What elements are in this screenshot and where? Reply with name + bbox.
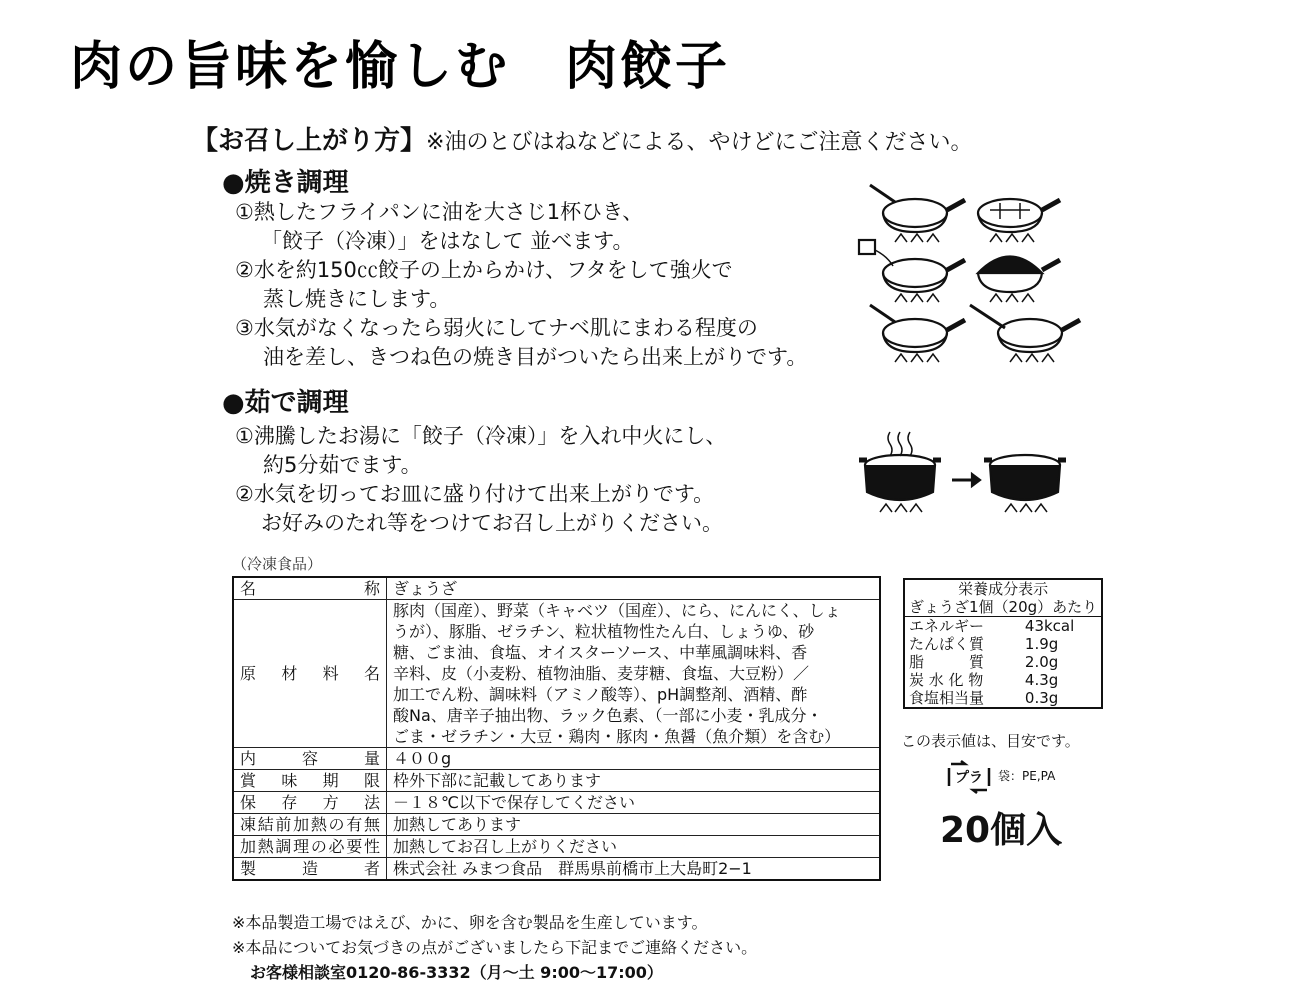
nutrition-row	[904, 653, 1102, 671]
table-row	[233, 814, 880, 836]
nutrition-value: 4.3g	[1024, 671, 1059, 689]
steam-icon	[888, 432, 912, 456]
nutrition-row	[904, 617, 1102, 636]
ingredients-line: 加工でん粉、調味料（アミノ酸等）、pH調整剤、酒精、酢	[393, 685, 808, 704]
grill-step-1	[235, 198, 643, 256]
allergen-note: ※本品製造工場ではえび、かに、卵を含む製品を生産しています。	[232, 913, 708, 932]
grill-heading: ●焼き調理	[222, 168, 349, 198]
ingredients-line: ごま・ゼラチン・大豆・鶏肉・豚肉・魚醤（魚介類）を含む）	[393, 727, 841, 746]
nutrition-table	[903, 578, 1103, 709]
nutrition-value: 43kcal	[1024, 617, 1075, 635]
package-material: 袋：PE,PA	[998, 769, 1056, 783]
boil-step-1	[235, 422, 726, 480]
contact-note: ※本品についてお気づきの点がございましたら下記までご連絡ください。	[232, 938, 758, 957]
boil-step-1-line-2: 約5分茹でます。	[263, 453, 422, 477]
ingredients-line: うが）、豚脂、ゼラチン、粒状植物性たん白、しょうゆ、砂	[393, 622, 815, 641]
content-value: ４００g	[387, 748, 881, 770]
piece-count: 20個入	[940, 810, 1063, 851]
grill-step-1-line-1: ①熱したフライパンに油を大さじ1杯ひき、	[235, 200, 644, 224]
storage-header: 保 存 方 法	[233, 792, 387, 814]
nutrition-label: 炭 水 化 物	[909, 671, 984, 689]
howto-caution: ※油のとびはねなどによる、やけどにご注意ください。	[426, 130, 973, 155]
boil-illustration	[855, 430, 1075, 520]
pan-2	[978, 199, 1042, 227]
boil-step-2	[235, 480, 723, 538]
grill-step-2-line-2: 蒸し焼きにします。	[263, 287, 451, 311]
nutrition-value: 0.3g	[1024, 689, 1059, 707]
ingredients-line: 酸Na、唐辛子抽出物、ラック色素、（一部に小麦・乳成分・	[393, 706, 823, 725]
preheat-header: 凍結前加熱の有無	[233, 814, 387, 836]
pan-lid	[978, 257, 1042, 274]
grill-step-2	[235, 256, 733, 314]
name-header: 名 称	[233, 577, 387, 600]
nutrition-row	[904, 635, 1102, 653]
page-title: 肉の旨味を愉しむ 肉餃子	[70, 37, 731, 97]
water-cup	[859, 240, 875, 254]
grill-illustration	[855, 180, 1085, 370]
grill-step-1-line-2: 「餃子（冷凍）」をはなして 並べます。	[261, 229, 634, 253]
nutrition-label: 脂 質	[909, 653, 985, 671]
table-row	[233, 770, 880, 792]
table-row	[233, 858, 880, 881]
name-value: ぎょうざ	[387, 577, 881, 600]
nutrition-label: エネルギー	[909, 617, 985, 635]
nutrition-value: 1.9g	[1024, 635, 1059, 653]
table-row	[233, 748, 880, 770]
content-header: 内 容 量	[233, 748, 387, 770]
table-row	[233, 792, 880, 814]
boil-step-1-line-1: ①沸騰したお湯に「餃子（冷凍）」を入れ中火にし、	[235, 424, 727, 448]
cook-value: 加熱してお召し上がりください	[387, 836, 881, 858]
ingredients-line: 豚肉（国産）、野菜（キャベツ（国産）、にら、にんにく、しょ	[393, 601, 841, 620]
grill-step-3	[235, 314, 807, 372]
nutrition-basis: ぎょうざ1個（20g）あたり	[904, 598, 1102, 617]
nutrition-value: 2.0g	[1024, 653, 1059, 671]
howto-label: 【お召し上がり方】	[192, 126, 427, 156]
ingredients-header: 原 材 料 名	[233, 600, 387, 748]
storage-value: －１８℃以下で保存してください	[387, 792, 881, 814]
pan-5	[883, 319, 947, 347]
grill-step-2-line-1: ②水を約150㏄餃子の上からかけ、フタをして強火で	[235, 258, 733, 282]
pan-3	[883, 259, 947, 287]
recycle-pla-icon	[945, 760, 993, 794]
maker-header: 製 造 者	[233, 858, 387, 881]
table-row	[233, 577, 880, 600]
nutrition-row	[904, 689, 1102, 708]
nutrition-row	[904, 671, 1102, 689]
expiry-value: 枠外下部に記載してあります	[387, 770, 881, 792]
table-row	[233, 836, 880, 858]
nutrition-title: 栄養成分表示	[958, 580, 1049, 598]
nutrition-label: 食塩相当量	[909, 689, 985, 707]
grill-step-3-line-1: ③水気がなくなったら弱火にしてナベ肌にまわる程度の	[235, 316, 758, 340]
howto-header	[192, 120, 972, 157]
table-row	[233, 600, 880, 748]
grill-step-3-line-2: 油を差し、きつね色の焼き目がついたら出来上がりです。	[263, 345, 808, 369]
boil-step-2-line-2: お好みのたれ等をつけてお召し上がりください。	[261, 511, 723, 535]
ingredients-value	[387, 600, 881, 748]
cook-header: 加熱調理の必要性	[233, 836, 387, 858]
product-info-table	[232, 576, 881, 881]
maker-value: 株式会社 みまつ食品 群馬県前橋市上大島町2−1	[387, 858, 881, 881]
frozen-label: （冷凍食品）	[232, 555, 323, 573]
recycle-mark-text: プラ	[955, 770, 983, 786]
nutrition-note: この表示値は、目安です。	[901, 732, 1080, 750]
preheat-value: 加熱してあります	[387, 814, 881, 836]
ingredients-line: 糖、ごま油、食塩、オイスターソース、中華風調味料、香	[393, 643, 808, 662]
pan-6	[998, 319, 1062, 347]
customer-contact: お客様相談室0120-86-3332（月〜土 9:00〜17:00）	[250, 963, 663, 982]
boil-step-2-line-1: ②水気を切ってお皿に盛り付けて出来上がりです。	[235, 482, 715, 506]
nutrition-label: たんぱく質	[909, 635, 985, 653]
boil-heading: ●茹で調理	[222, 388, 349, 418]
ingredients-line: 辛料、皮（小麦粉、植物油脂、麦芽糖、食塩、大豆粉）／	[393, 664, 810, 683]
pan-1	[883, 199, 947, 227]
expiry-header: 賞 味 期 限	[233, 770, 387, 792]
